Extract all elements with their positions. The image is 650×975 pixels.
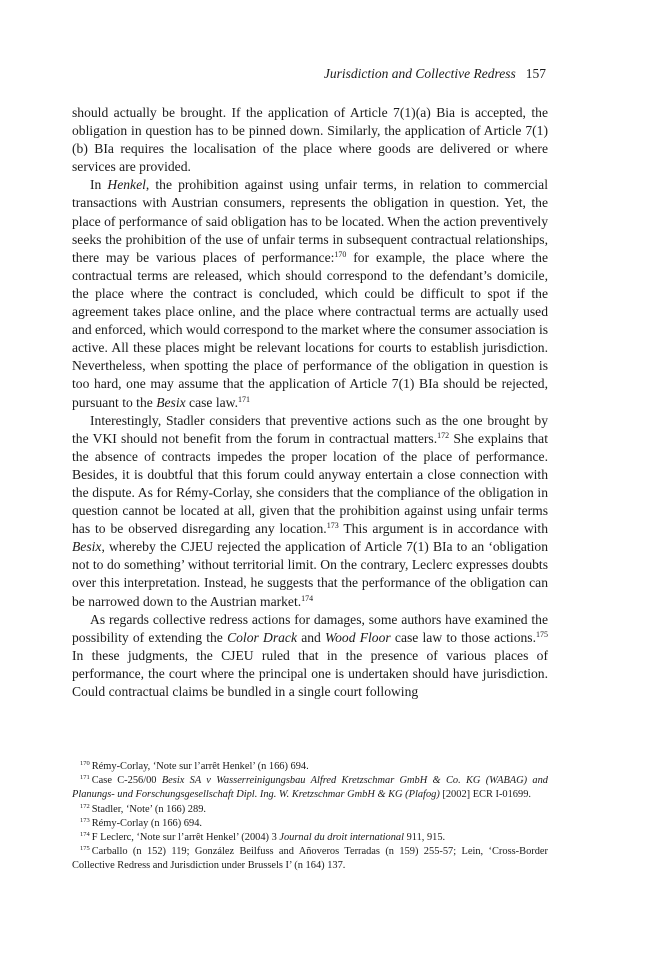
footnote-text: [2002] ECR I-01699. xyxy=(439,789,531,801)
case-name-henkel: Henkel xyxy=(107,177,146,193)
footnote-170 xyxy=(72,760,548,774)
paragraph-3 xyxy=(72,412,548,611)
footnote-text: Carballo (n 152) 119; González Beilfuss and Añoveros Terradas (n 159) 255-57; Lein, ‘Cross-Border Collective Redress and Jurisdiction under Brussels I’ (n 164) 137. xyxy=(72,846,548,872)
running-title: Jurisdiction and Collective Redress xyxy=(323,66,516,81)
footnote-ref-172[interactable]: 172 xyxy=(437,430,450,440)
footnote-ref-173[interactable]: 173 xyxy=(326,521,339,531)
text-run: Interestingly, Stadler considers that preventive actions such as the one brought by the VKI should not benefit from the forum in contractual matters. xyxy=(72,412,548,446)
footnote-journal-title: Journal du droit international xyxy=(279,832,404,844)
paragraph-1: should actually be brought. If the application of Article 7(1)(a) Bia is accepted, the obligation in question has to be pinned down. Similarly, the application of Article 7(1)(b) BIa requires the localisation of the place where goods are delivered or where services are provided. xyxy=(72,105,548,175)
footnote-number: 172 xyxy=(80,802,90,810)
footnote-175 xyxy=(72,845,548,873)
text-run: This argument is in accordance with xyxy=(338,521,548,537)
footnote-number: 170 xyxy=(80,760,90,767)
text-run: case law to those actions. xyxy=(390,629,536,645)
footnote-ref-170[interactable]: 170 xyxy=(334,249,347,259)
footnote-text: 911, 915. xyxy=(403,832,446,844)
case-name-besix: Besix xyxy=(72,539,102,555)
page-number: 157 xyxy=(525,66,546,81)
footnote-173 xyxy=(72,817,548,831)
footnote-text: Case C-256/00 xyxy=(91,775,162,787)
footnotes xyxy=(72,760,548,874)
case-name-besix: Besix xyxy=(156,394,186,410)
text-run: , the prohibition against using unfair terms, in relation to commercial transactions with Austrian consumers, represents the obligation in question. Yet, the place of performance of said obligation has to be located. When the action preventively seeks the prohibition of the use of unfair terms in subsequent contractual relationships, there may be various places of performance: xyxy=(72,177,548,265)
footnote-text: Rémy-Corlay, ‘Note sur l’arrêt Henkel’ (n 166) 694. xyxy=(91,761,309,772)
text-run: and xyxy=(296,629,326,645)
text-run: She explains that the absence of contracts impedes the proper location of the place of performance. Besides, it is doubtful that this forum could anyway entertain a close connection with the dispute. As for Rémy-Corlay, she considers that the compliance of the obligation in question cannot be located at all, given that the prohibition against using unfair terms has to be observed disregarding any location. xyxy=(72,430,548,537)
text-run: As regards collective redress actions for damages, some authors have examined the possibility of extending the xyxy=(72,611,548,645)
paragraph-2 xyxy=(72,176,548,411)
footnote-text: Rémy-Corlay (n 166) 694. xyxy=(91,817,202,829)
main-text xyxy=(72,104,548,701)
text-run: , whereby the CJEU rejected the application of Article 7(1) BIa to an ‘obligation not to do something’ without territorial limit. On the contrary, Leclerc expresses doubts over this interpretation. Instead, he suggests that the performance of the obligation can be narrowed down to the Austrian market. xyxy=(72,539,548,609)
footnote-text: F Leclerc, ‘Note sur l’arrêt Henkel’ (2004) 3 xyxy=(91,832,280,844)
footnote-case-title: Besix SA v Wasserreinigungsbau Alfred Kretzschmar GmbH & Co. KG (WABAG) and Planungs- und Forschungsgesellschaft Dipl. Ing. W. Kretzschmar GmbH & KG (Plafog) xyxy=(72,775,548,801)
footnote-171 xyxy=(72,774,548,802)
paragraph-4 xyxy=(72,611,548,701)
running-header xyxy=(72,66,546,82)
footnote-174 xyxy=(72,831,548,845)
footnote-number: 174 xyxy=(80,831,90,839)
text-run: In xyxy=(90,177,108,193)
footnote-text: Stadler, ‘Note’ (n 166) 289. xyxy=(91,803,206,815)
footnote-ref-171[interactable]: 171 xyxy=(238,394,250,404)
case-name-color-drack: Color Drack xyxy=(227,629,297,645)
footnote-number: 173 xyxy=(80,816,90,824)
text-run: case law. xyxy=(185,394,238,410)
footnote-172 xyxy=(72,803,548,817)
footnote-number: 171 xyxy=(80,774,90,782)
footnote-number: 175 xyxy=(80,845,90,853)
text-run: In these judgments, the CJEU ruled that in the presence of various places of performance, the court where the principal one is undertaken should have jurisdiction. Could contractual claims be bundled in a single court following xyxy=(72,647,548,699)
footnote-ref-174[interactable]: 174 xyxy=(301,593,314,603)
footnote-ref-175[interactable]: 175 xyxy=(535,629,548,639)
text-run: for example, the place where the contractual terms are released, which should correspond to the defendant’s domicile, the place where the contract is concluded, which could be difficult to spot if the agreement takes place online, and the place where contractual terms are actually used and enforced, which would correspond to the market where the consumer association is active. All these places might be relevant locations for courts to establish jurisdiction. Nevertheless, when spotting the place of performance of the obligation in question is too hard, one may assume that the application of Article 7(1) BIa should be rejected, pursuant to the xyxy=(72,249,549,410)
case-name-wood-floor: Wood Floor xyxy=(325,629,391,645)
